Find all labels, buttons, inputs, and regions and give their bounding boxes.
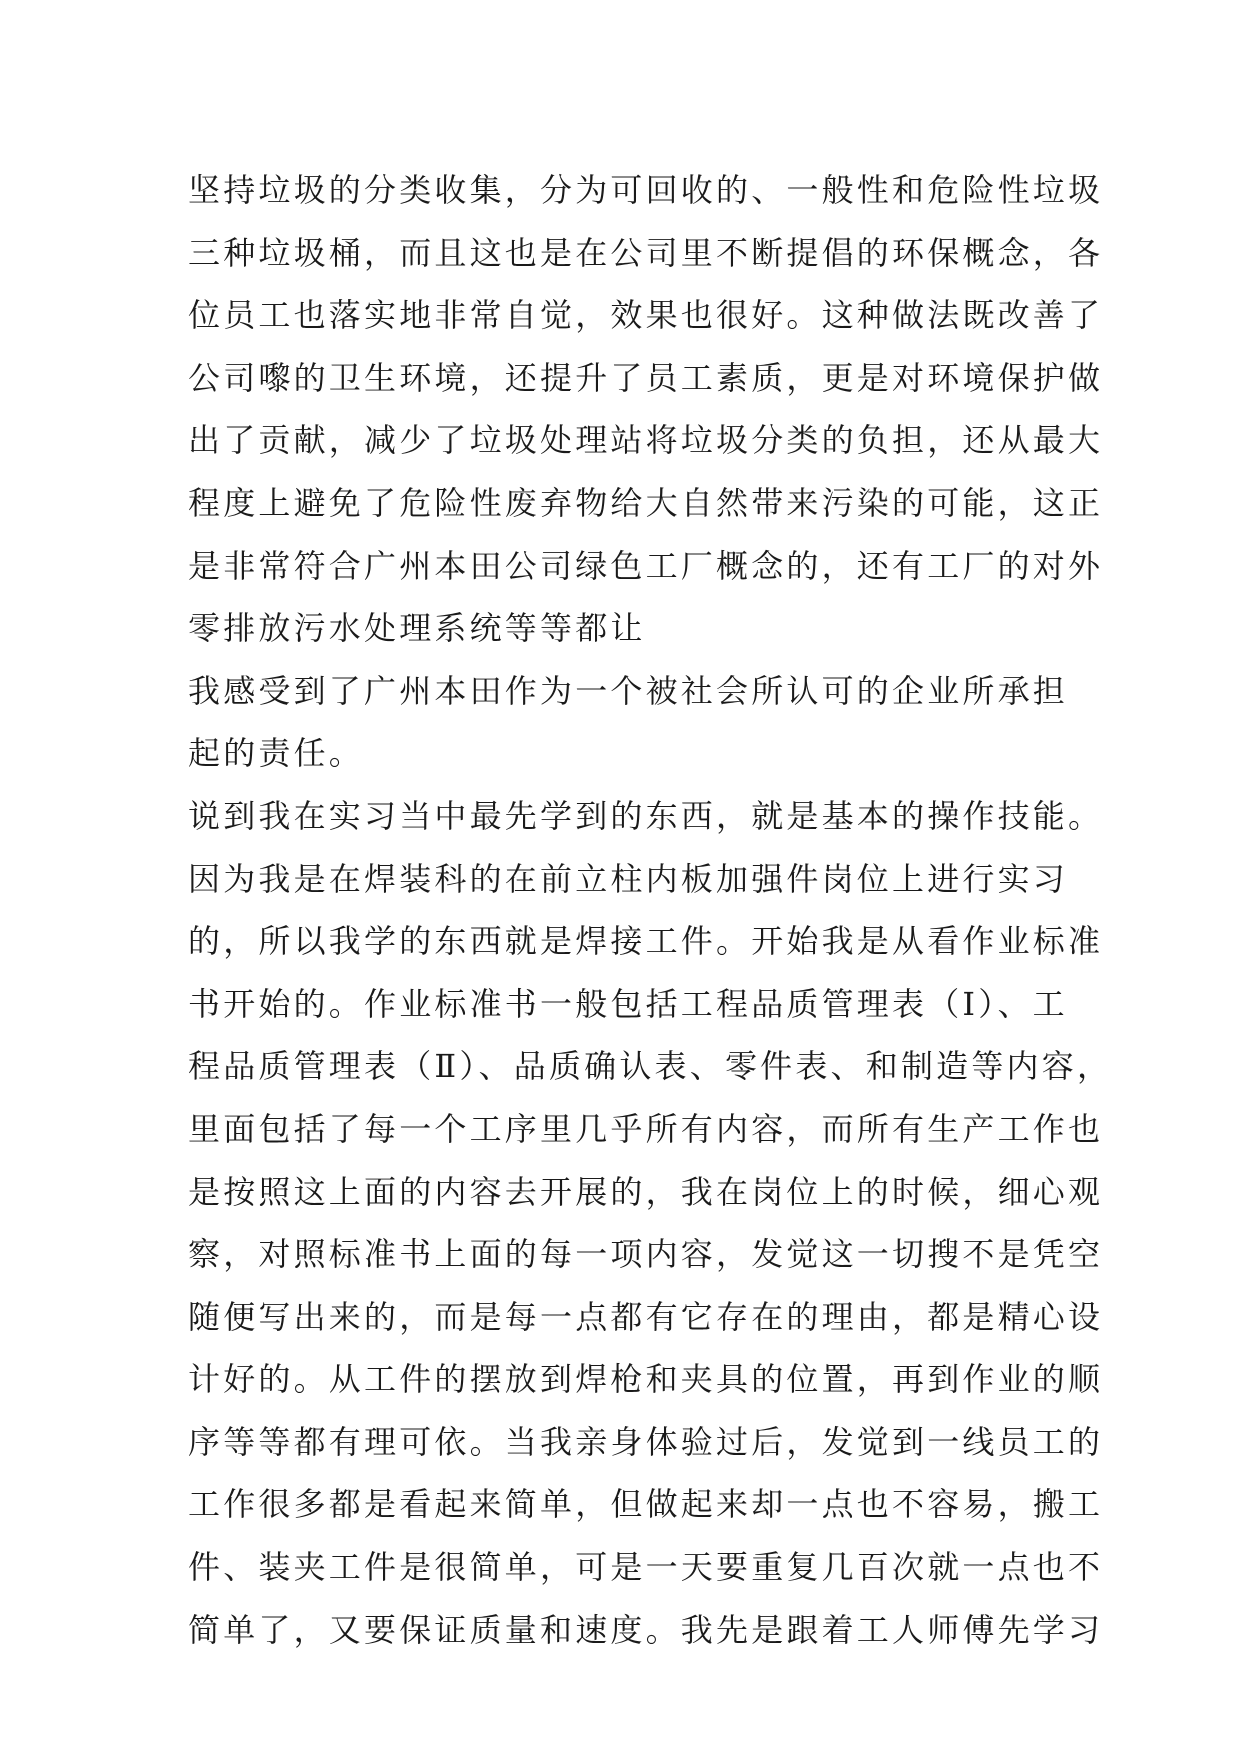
text-line: 起的责任。 — [188, 734, 365, 773]
text-line: 书开始的。作业标准书一般包括工程品质管理表（Ⅰ）、工 — [188, 984, 1068, 1023]
text-line: 简单了，又要保证质量和速度。我先是跟着工人师傅先学习 — [188, 1610, 1104, 1649]
text-line: 坚持垃圾的分类收集，分为可回收的、一般性和危险性垃圾 — [188, 171, 1104, 209]
text-line: 里面包括了每一个工序里几乎所有内容，而所有生产工作也 — [188, 1109, 1104, 1148]
text-line: 件、装夹工件是很简单，可是一天要重复几百次就一点也不 — [188, 1548, 1104, 1587]
text-line: 察，对照标准书上面的每一项内容，发觉这一切搜不是凭空 — [188, 1235, 1104, 1274]
text-line: 位员工也落实地非常自觉，效果也很好。这种做法既改善了 — [188, 296, 1104, 335]
text-line: 公司嚟的卫生环境，还提升了员工素质，更是对环境保护做 — [188, 358, 1104, 397]
text-line: 因为我是在焊装科的在前立柱内板加强件岗位上进行实习 — [188, 859, 1069, 898]
body-text — [188, 159, 1113, 1661]
text-line: 的，所以我学的东西就是焊接工件。开始我是从看作业标准 — [188, 922, 1104, 961]
text-line: 出了贡献，减少了垃圾处理站将垃圾分类的负担，还从最大 — [188, 421, 1104, 460]
text-line: 是按照这上面的内容去开展的，我在岗位上的时候，细心观 — [188, 1172, 1104, 1211]
text-line: 零排放污水处理系统等等都让 — [188, 609, 646, 648]
text-line: 随便写出来的，而是每一点都有它存在的理由，都是精心设 — [188, 1297, 1104, 1336]
text-line: 工作很多都是看起来简单，但做起来却一点也不容易，搬工 — [188, 1485, 1104, 1524]
text-line: 三种垃圾桶，而且这也是在公司里不断提倡的环保概念，各 — [188, 233, 1104, 272]
text-line: 计好的。从工件的摆放到焊枪和夹具的位置，再到作业的顺 — [188, 1360, 1104, 1399]
text-line: 是非常符合广州本田公司绿色工厂概念的，还有工厂的对外 — [188, 546, 1104, 585]
text-line: 说到我在实习当中最先学到的东西，就是基本的操作技能。 — [188, 796, 1104, 835]
text-line: 程品质管理表（Ⅱ）、品质确认表、零件表、和制造等内容， — [188, 1047, 1113, 1086]
text-line: 我感受到了广州本田作为一个被社会所认可的企业所承担 — [188, 671, 1069, 710]
text-line: 程度上避免了危险性废弃物给大自然带来污染的可能，这正 — [188, 483, 1104, 522]
text-line: 序等等都有理可依。当我亲身体验过后，发觉到一线员工的 — [188, 1422, 1104, 1461]
